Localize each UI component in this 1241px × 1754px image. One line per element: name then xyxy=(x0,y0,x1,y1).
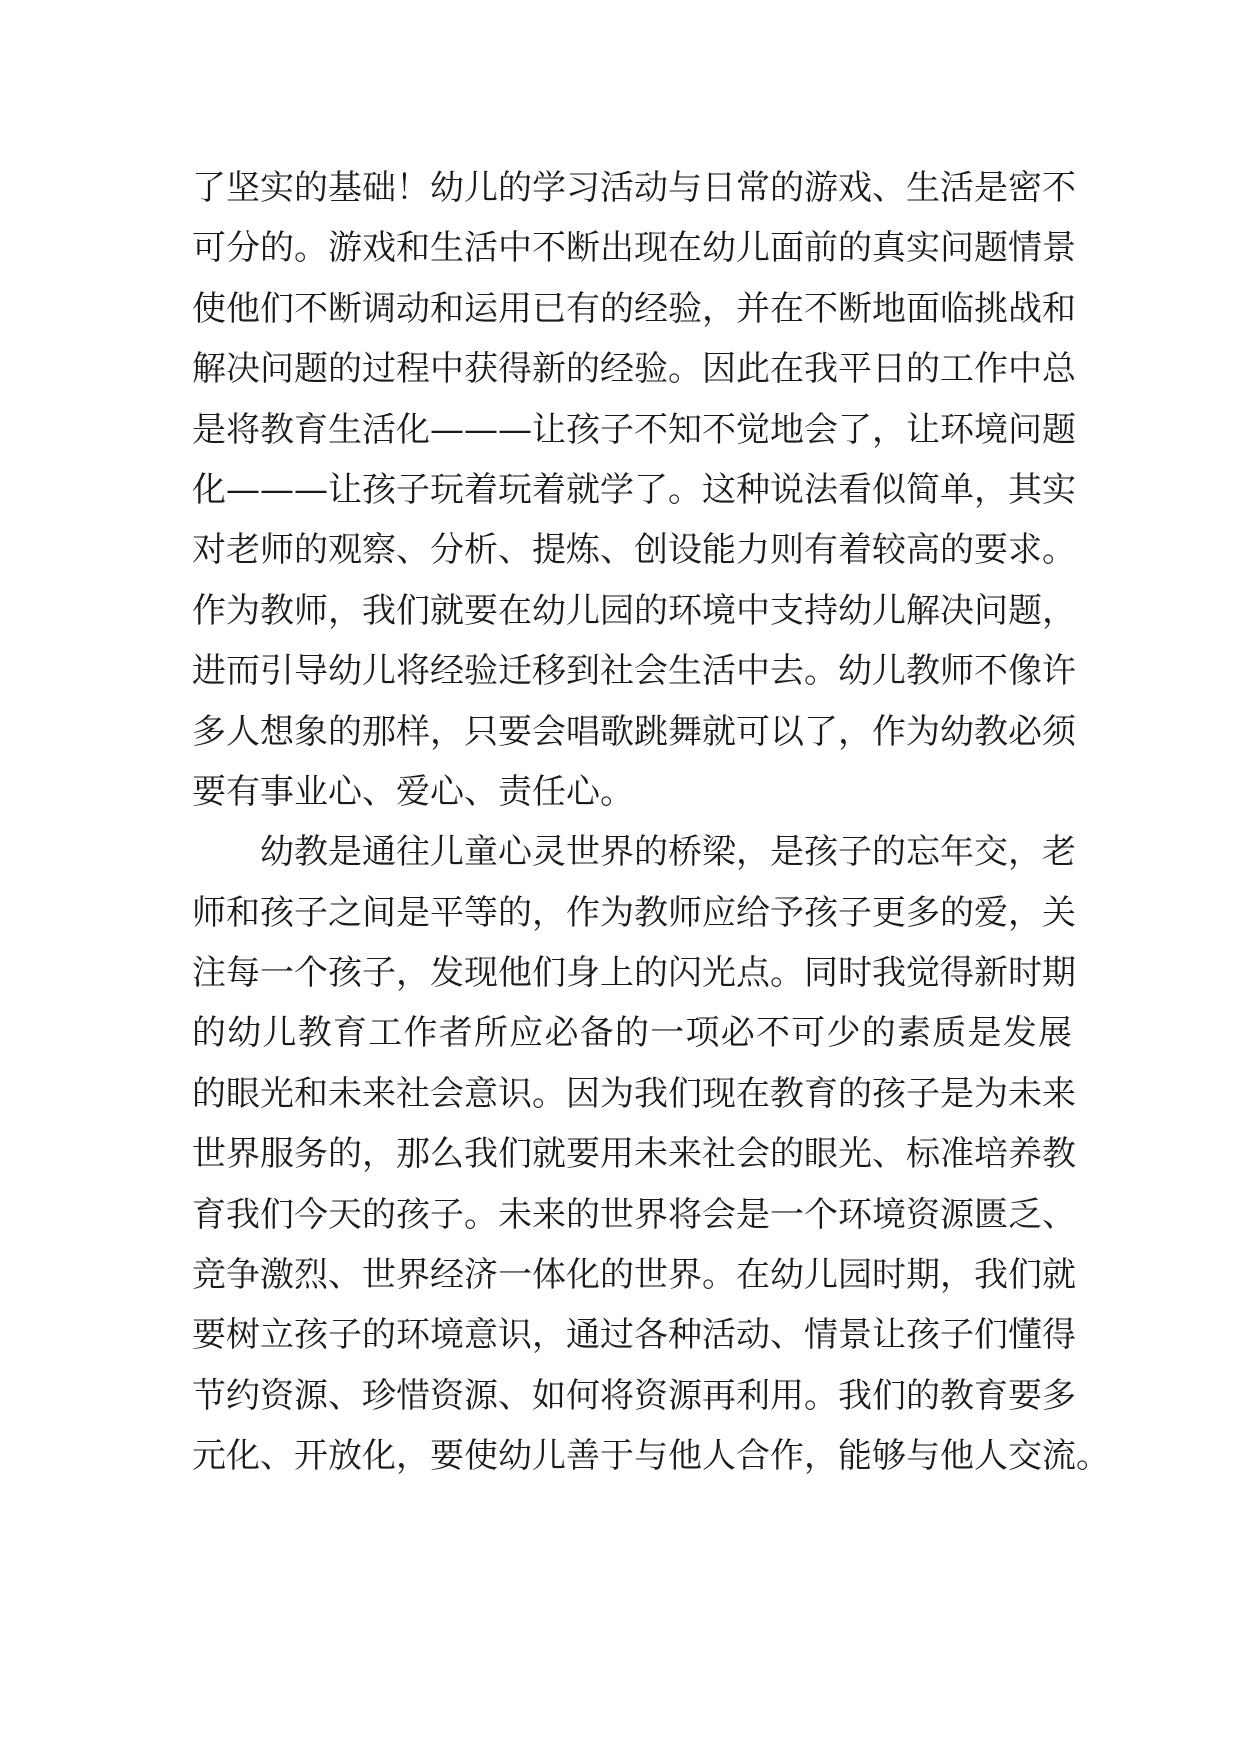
text-line: 要树立孩子的环境意识，通过各种活动、情景让孩子们懂得 xyxy=(192,1315,1076,1356)
text-line: 使他们不断调动和运用已有的经验，并在不断地面临挑战和 xyxy=(192,288,1076,329)
text-line: 元化、开放化，要使幼儿善于与他人合作，能够与他人交流。 xyxy=(192,1436,1110,1477)
text-line: 作为教师，我们就要在幼儿园的环境中支持幼儿解决问题， xyxy=(192,590,1076,631)
text-line: 师和孩子之间是平等的，作为教师应给予孩子更多的爱，关 xyxy=(192,892,1076,933)
text-line: 了坚实的基础！幼儿的学习活动与日常的游戏、生活是密不 xyxy=(192,168,1076,208)
document-body xyxy=(192,158,1110,1487)
text-line: 节约资源、珍惜资源、如何将资源再利用。我们的教育要多 xyxy=(192,1375,1076,1416)
text-line: 世界服务的，那么我们就要用未来社会的眼光、标准培养教 xyxy=(192,1134,1076,1175)
text-line: 竞争激烈、世界经济一体化的世界。在幼儿园时期，我们就 xyxy=(192,1255,1076,1296)
text-line: 的眼光和未来社会意识。因为我们现在教育的孩子是为未来 xyxy=(192,1073,1076,1114)
text-line: 要有事业心、爱心、责任心。 xyxy=(192,771,634,812)
text-line: 对老师的观察、分析、提炼、创设能力则有着较高的要求。 xyxy=(192,530,1076,571)
text-line: 可分的。游戏和生活中不断出现在幼儿面前的真实问题情景 xyxy=(192,228,1076,269)
text-line: 多人想象的那样，只要会唱歌跳舞就可以了，作为幼教必须 xyxy=(192,711,1076,752)
text-line: 进而引导幼儿将经验迁移到社会生活中去。幼儿教师不像许 xyxy=(192,651,1076,692)
paragraph-1 xyxy=(192,158,1076,822)
text-line: 幼教是通往儿童心灵世界的桥梁，是孩子的忘年交，老 xyxy=(260,832,1076,873)
text-line: 化———让孩子玩着玩着就学了。这种说法看似简单，其实 xyxy=(192,469,1076,510)
text-line: 的幼儿教育工作者所应必备的一项必不可少的素质是发展 xyxy=(192,1013,1072,1054)
text-line: 是将教育生活化———让孩子不知不觉地会了，让环境问题 xyxy=(192,409,1076,450)
text-line: 注每一个孩子，发现他们身上的闪光点。同时我觉得新时期 xyxy=(192,953,1076,994)
paragraph-2 xyxy=(192,822,1110,1486)
text-line: 解决问题的过程中获得新的经验。因此在我平日的工作中总 xyxy=(192,349,1076,390)
text-line: 育我们今天的孩子。未来的世界将会是一个环境资源匮乏、 xyxy=(192,1194,1076,1235)
